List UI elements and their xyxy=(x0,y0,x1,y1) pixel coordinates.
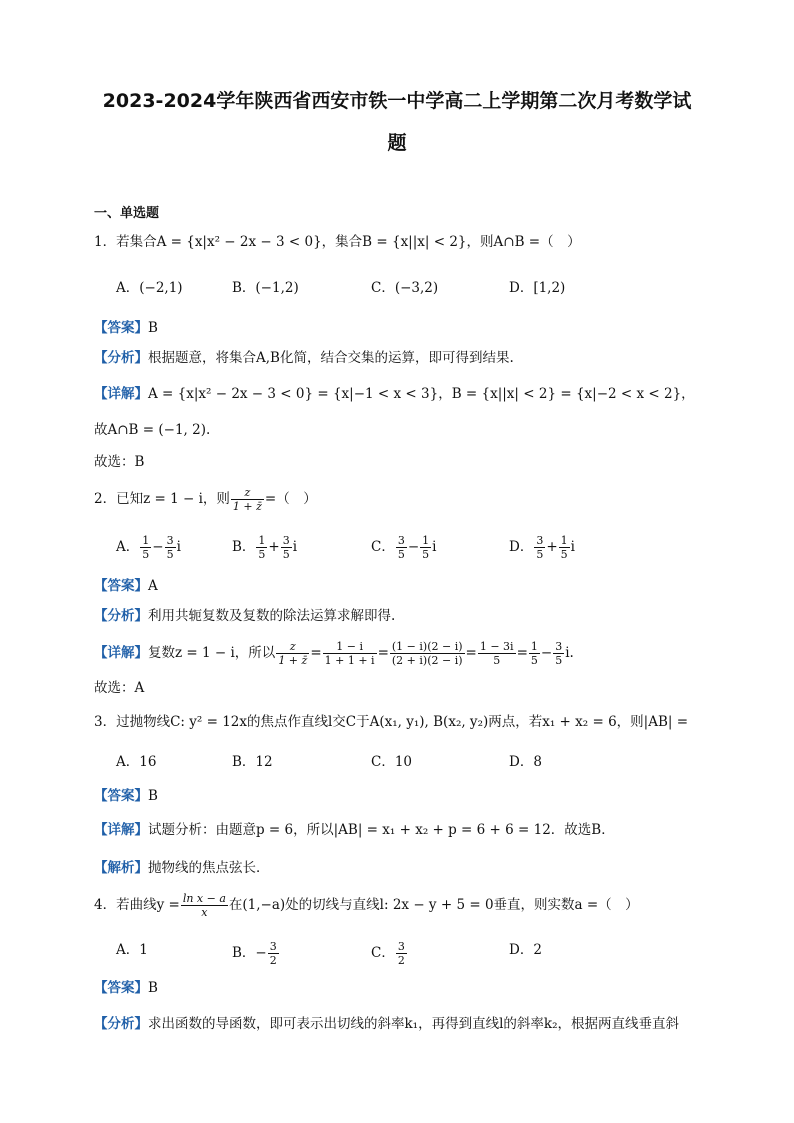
q2-option-a: A． $\frac{1}{5}$ − $\frac{3}{5}$ i xyxy=(116,534,181,561)
q1-option-b: B．(−1,2) xyxy=(232,280,299,296)
q2-choice: 故选：A xyxy=(94,680,145,696)
answer-tag: 【答案】 xyxy=(94,980,148,996)
q4-stem: 4．若曲线y = $\frac{\text{ln x − a}}{x}$ 在(1,−a)处的切线与直线l: 2x − y + 5 = 0垂直，则实数a =（ ） xyxy=(94,892,639,919)
q2-answer: 【答案】A xyxy=(94,578,158,594)
answer-tag: 【答案】 xyxy=(94,320,148,336)
q2-option-b: B． $\frac{1}{5}$ + $\frac{3}{5}$ i xyxy=(232,534,298,561)
q4-option-a: A．1 xyxy=(116,942,148,958)
q2-stem: 2．已知z = 1 − i，则 $\frac{z}{1 + z̄}$ =（ ） xyxy=(94,486,317,513)
q4-option-c: C． $\frac{3}{2}$ xyxy=(371,940,405,967)
q1-option-c: C．(−3,2) xyxy=(371,280,439,296)
q1-option-a: A．(−2,1) xyxy=(116,280,183,296)
q2-detail: 【详解】复数z = 1 − i，所以 $\frac{z}{1 + z̄}$ = $\frac{1 - i}{1 + 1 + i}$ = $\frac{(1 - i)(2 - i)}{(2 + i)(2 - i)}$ = $\frac{1 - 3i}{5}$ = $\frac{1}{5}$ − $\frac{3}{5}$ i. xyxy=(94,640,574,667)
q3-option-c: C．10 xyxy=(371,754,413,770)
q2-option-d: D． $\frac{3}{5}$ + $\frac{1}{5}$ i xyxy=(509,534,575,561)
q1-stem: 1．若集合A = {x|x² − 2x − 3 < 0}，集合B = {x||x| < 2}，则A∩B =（ ） xyxy=(94,234,581,250)
q3-option-a: A．16 xyxy=(116,754,157,770)
q4-analysis: 【分析】求出函数的导函数，即可表示出切线的斜率k₁，再得到直线l的斜率k₂，根据两直线垂直斜 xyxy=(94,1016,680,1032)
q3-option-b: B．12 xyxy=(232,754,273,770)
section-heading: 一、单选题 xyxy=(94,206,160,221)
q3-explain: 【解析】抛物线的焦点弦长． xyxy=(94,860,270,876)
q1-analysis: 【分析】根据题意，将集合A,B化简，结合交集的运算，即可得到结果. xyxy=(94,350,514,366)
q3-stem: 3．过抛物线C: y² = 12x的焦点作直线l交C于A(x₁, y₁), B(x₂, y₂)两点，若x₁ + x₂ = 6，则|AB| = xyxy=(94,714,689,730)
document-title-line2: 题 xyxy=(387,132,407,154)
q1-detail: 【详解】A = {x|x² − 2x − 3 < 0} = {x|−1 < x < 3}，B = {x||x| < 2} = {x|−2 < x < 2}， xyxy=(94,386,695,402)
detail-tag: 【详解】 xyxy=(94,645,148,661)
explain-tag: 【解析】 xyxy=(94,860,148,876)
q1-answer: 【答案】B xyxy=(94,320,158,336)
q4-option-b: B．− $\frac{3}{2}$ xyxy=(232,940,277,967)
q1-option-d: D．[1,2) xyxy=(509,280,566,296)
analysis-tag: 【分析】 xyxy=(94,608,148,624)
answer-tag: 【答案】 xyxy=(94,788,148,804)
q4-answer: 【答案】B xyxy=(94,980,158,996)
q3-answer: 【答案】B xyxy=(94,788,158,804)
q4-stem-fraction: $\frac{\text{ln x − a}}{x}$ xyxy=(182,892,226,919)
answer-tag: 【答案】 xyxy=(94,578,148,594)
detail-tag: 【详解】 xyxy=(94,822,148,838)
q3-detail: 【详解】试题分析：由题意p = 6，所以|AB| = x₁ + x₂ + p = 6 + 6 = 12．故选B． xyxy=(94,822,615,838)
q2-stem-fraction: $\frac{z}{1 + z̄}$ xyxy=(232,486,262,513)
analysis-tag: 【分析】 xyxy=(94,1016,148,1032)
analysis-tag: 【分析】 xyxy=(94,350,148,366)
q2-analysis: 【分析】利用共轭复数及复数的除法运算求解即得. xyxy=(94,608,396,624)
detail-tag: 【详解】 xyxy=(94,386,148,402)
document-title-line1: 2023-2024学年陕西省西安市铁一中学高二上学期第二次月考数学试 xyxy=(102,90,692,112)
q3-option-d: D．8 xyxy=(509,754,542,770)
q2-option-c: C． $\frac{3}{5}$ − $\frac{1}{5}$ i xyxy=(371,534,437,561)
q4-option-d: D．2 xyxy=(509,942,542,958)
q1-choice: 故选：B xyxy=(94,454,145,470)
q1-detail-2: 故A∩B = (−1, 2). xyxy=(94,422,211,438)
